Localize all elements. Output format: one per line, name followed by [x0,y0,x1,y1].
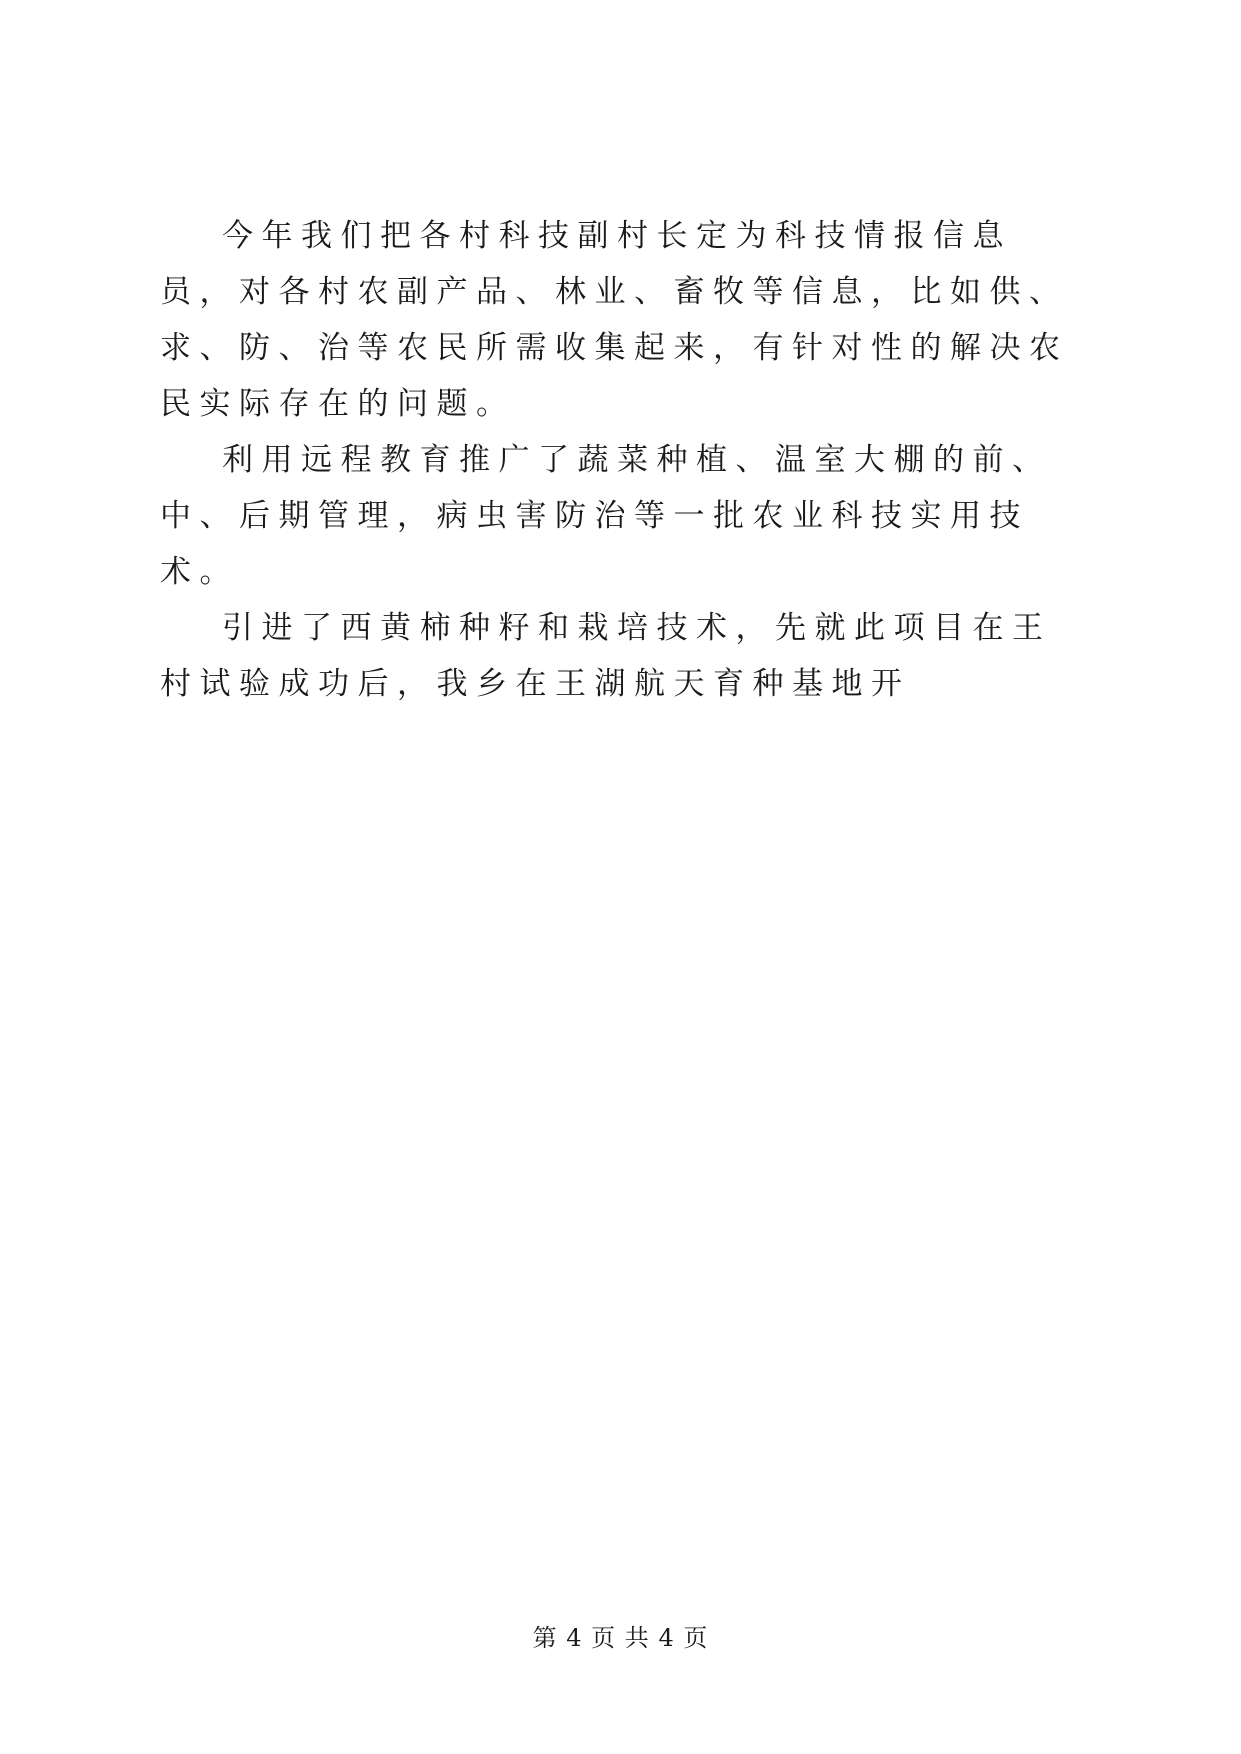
document-body [160,208,1080,712]
paragraph-1: 今年我们把各村科技副村长定为科技情报信息员，对各村农副产品、林业、畜牧等信息，比如供、求、防、治等农民所需收集起来，有针对性的解决农民实际存在的问题。 [160,218,1069,422]
paragraph-2: 利用远程教育推广了蔬菜种植、温室大棚的前、中、后期管理，病虫害防治等一批农业科技实用技术。 [160,442,1052,590]
paragraph-3: 引进了西黄柿种籽和栽培技术，先就此项目在王村试验成功后，我乡在王湖航天育种基地开 [160,610,1052,702]
page-number-footer: 第 4 页 共 4 页 [532,1624,709,1652]
